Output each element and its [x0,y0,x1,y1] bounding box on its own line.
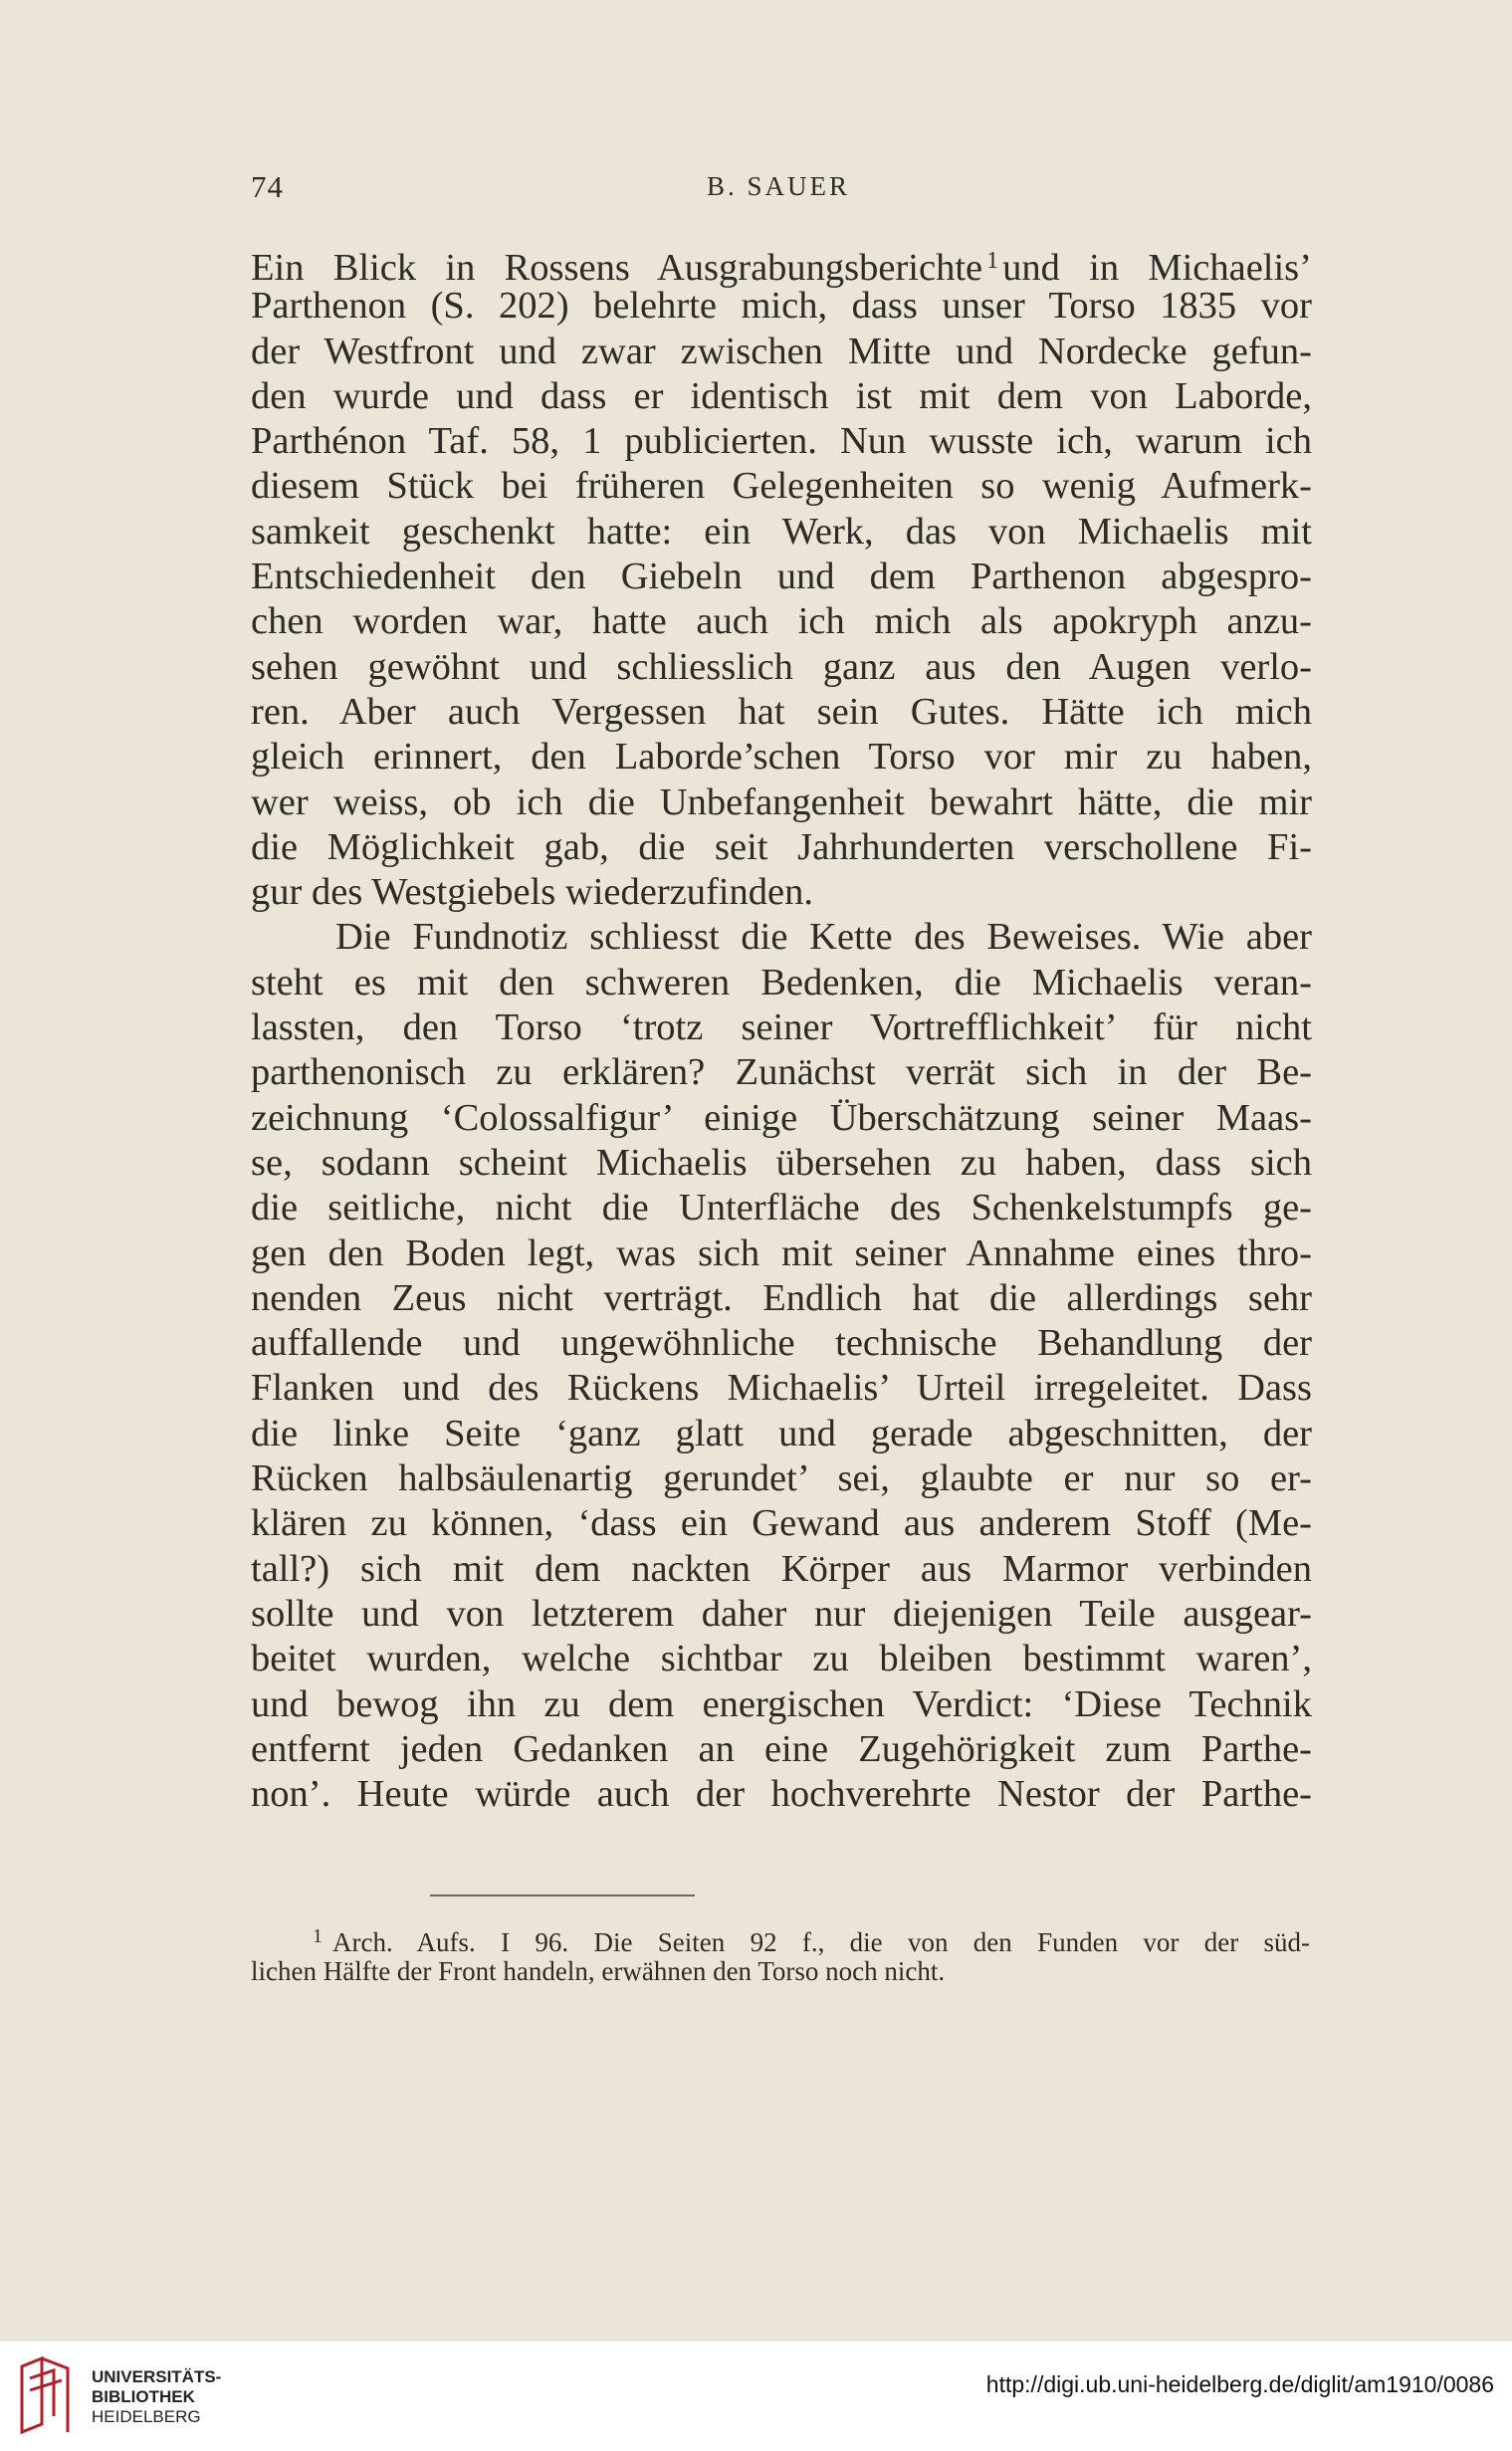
body-text [251,239,1312,1817]
library-name [92,2367,221,2427]
footnote-marker: 1 [313,1925,323,1947]
body-line: Ein Blick in Rossens Ausgrabungsberichte $^1$ und in Michaelis’ [251,247,1312,289]
body-line: beitet wurden, welche sichtbar zu bleiben bestimmt waren’, [251,1638,1312,1680]
body-line: entfernt jeden Gedanken an eine Zugehörigkeit zum Parthe- [251,1727,1312,1770]
body-line: den wurde und dass er identisch ist mit dem von Laborde, [251,374,1312,417]
page-header [251,169,1306,217]
body-line: chen worden war, hatte auch ich mich als apokryph anzu- [251,600,1312,643]
body-line: und bewog ihn zu dem energischen Verdict: ‘Diese Technik [251,1682,1312,1725]
body-line: klären zu können, ‘dass ein Gewand aus anderem Stoff (Me- [251,1502,1312,1545]
body-line: die seitliche, nicht die Unterfläche des Schenkelstumpfs ge- [251,1187,1312,1229]
body-line: Flanken und des Rückens Michaelis’ Urteil irregeleitet. Dass [251,1367,1312,1410]
body-line: wer weiss, ob ich die Unbefangenheit bewahrt hätte, die mir [251,780,1312,823]
body-line: gleich erinnert, den Laborde’schen Torso vor mir zu haben, [251,736,1312,779]
footnote-divider [430,1894,695,1896]
footnote-line: $^1$ Arch. Aufs. I 96. Die Seiten 92 f., die von den Funden vor der süd- [313,1925,1310,1957]
body-line: auffallende und ungewöhnliche technische Behandlung der [251,1322,1312,1365]
body-line: sollte und von letzterem daher nur diejenigen Teile ausgear- [251,1592,1312,1635]
footnote [251,1919,1310,1989]
body-line: die Möglichkeit gab, die seit Jahrhunderten verschollene Fi- [251,825,1312,868]
body-line: Entschiedenheit den Giebeln und dem Parthenon abgespro- [251,556,1312,598]
running-head: B. SAUER [706,171,851,201]
body-line: sehen gewöhnt und schliesslich ganz aus den Augen verlo- [251,645,1312,688]
body-line: Rücken halbsäulenartig gerundet’ sei, glaubte er nur so er- [251,1457,1312,1500]
body-line: diesem Stück bei früheren Gelegenheiten so wenig Aufmerk- [251,465,1312,508]
footnote-line: lichen Hälfte der Front handeln, erwähnen den Torso noch nicht. [251,1956,946,1986]
body-line: non’. Heute würde auch der hochverehrte Nestor der Parthe- [251,1773,1312,1816]
library-name-line: HEIDELBERG [92,2407,201,2426]
body-line: Parthénon Taf. 58, 1 publicierten. Nun wusste ich, warum ich [251,420,1312,463]
footnote-reference[interactable]: 1 [986,248,999,274]
body-line: samkeit geschenkt hatte: ein Werk, das von Michaelis mit [251,510,1312,553]
library-name-line: UNIVERSITÄTS- [92,2367,222,2386]
body-line: Parthenon (S. 202) belehrte mich, dass unser Torso 1835 vor [251,285,1312,328]
body-line: nenden Zeus nicht verträgt. Endlich hat die allerdings sehr [251,1276,1312,1319]
permalink-url[interactable]: http://digi.ub.uni-heidelberg.de/diglit/am1910/0086 [985,2371,1494,2397]
body-line: steht es mit den schweren Bedenken, die Michaelis veran- [251,961,1312,1003]
body-line: parthenonisch zu erklären? Zunächst verrät sich in der Be- [251,1051,1312,1094]
paragraph-start-line: Die Fundnotiz schliesst die Kette des Beweises. Wie aber [335,916,1312,959]
page-number: 74 [251,169,284,204]
body-line: zeichnung ‘Colossalfigur’ einige Überschätzung seiner Maas- [251,1096,1312,1139]
body-line: se, sodann scheint Michaelis übersehen zu haben, dass sich [251,1141,1312,1184]
library-name-line: BIBLIOTHEK [92,2387,195,2406]
ub-heidelberg-logo-icon[interactable] [12,2354,80,2434]
body-line: gen den Boden legt, was sich mit seiner Annahme eines thro- [251,1231,1312,1274]
body-line: der Westfront und zwar zwischen Mitte und Nordecke gefun- [251,330,1312,372]
body-line: gur des Westgiebels wiederzufinden. [251,871,813,914]
body-line: tall?) sich mit dem nackten Körper aus Marmor verbinden [251,1547,1312,1590]
body-line: lassten, den Torso ‘trotz seiner Vortrefflichkeit’ für nicht [251,1006,1312,1049]
body-line: die linke Seite ‘ganz glatt und gerade abgeschnitten, der [251,1412,1312,1454]
body-line: ren. Aber auch Vergessen hat sein Gutes. Hätte ich mich [251,690,1312,733]
